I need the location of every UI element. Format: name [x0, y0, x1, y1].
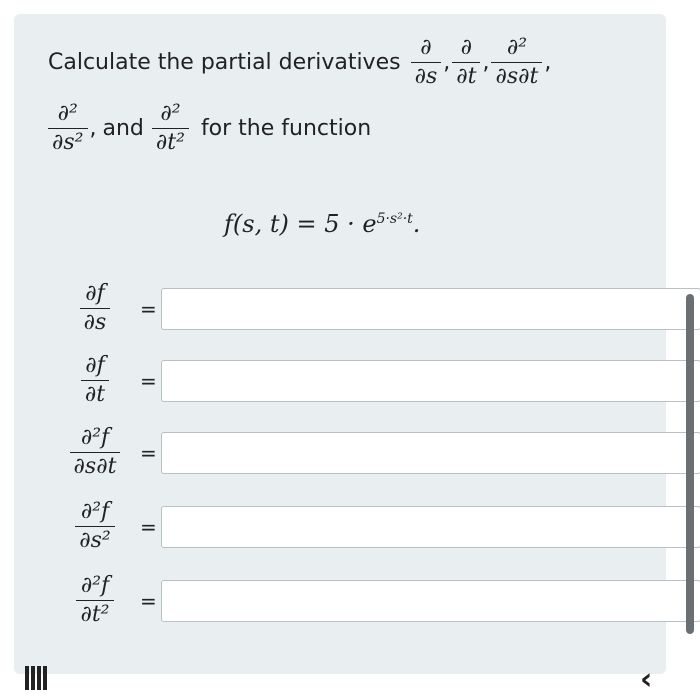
answer-label-dt2 — [54, 574, 136, 627]
answer-label-num: ∂²f — [80, 499, 110, 524]
deriv-ds2-den: ∂s² — [48, 128, 88, 155]
answer-input-dt2[interactable] — [161, 580, 700, 622]
comma: , — [89, 116, 97, 142]
formula-end: . — [412, 210, 421, 238]
answer-label-den: ∂s — [80, 308, 111, 335]
answer-label-num: ∂²f — [80, 425, 110, 450]
formula-exponent: 5·s²·t — [376, 211, 413, 227]
question-card — [14, 14, 666, 674]
menu-icon-bar — [25, 666, 29, 690]
equals-sign: = — [140, 588, 157, 613]
answer-label-den: ∂s∂t — [70, 452, 121, 479]
answer-row-ds — [54, 282, 700, 335]
comma: , — [544, 50, 552, 76]
answer-label-dt — [54, 354, 136, 407]
deriv-dt2-num: ∂² — [160, 101, 181, 126]
answer-input-dsdt[interactable] — [161, 432, 700, 474]
answer-input-ds[interactable] — [161, 288, 700, 330]
answer-label-ds2 — [54, 500, 136, 553]
scrollbar[interactable] — [686, 294, 694, 634]
answer-label-dsdt — [54, 426, 136, 479]
answer-input-ds2[interactable] — [161, 506, 700, 548]
answer-row-dt — [54, 354, 700, 407]
deriv-dsdt-den: ∂s∂t — [491, 62, 542, 89]
answer-label-num: ∂f — [85, 353, 105, 378]
chevron-left-icon[interactable]: ‹ — [640, 662, 653, 697]
comma: , — [482, 50, 490, 76]
menu-icon-bar — [43, 666, 47, 690]
equals-sign: = — [140, 440, 157, 465]
menu-icon-bar — [37, 666, 41, 690]
deriv-dt-num: ∂ — [460, 35, 473, 60]
comma: , — [443, 50, 451, 76]
deriv-ds — [411, 36, 442, 89]
equals-sign: = — [140, 296, 157, 321]
function-formula — [224, 210, 420, 238]
and-text: and — [102, 116, 144, 142]
equals-sign: = — [140, 368, 157, 393]
problem-statement-line1 — [48, 36, 553, 89]
deriv-dt-den: ∂t — [452, 62, 480, 89]
deriv-dsdt — [491, 36, 542, 89]
answer-label-num: ∂f — [85, 281, 105, 306]
intro-text: Calculate the partial derivatives — [48, 50, 401, 76]
deriv-ds2-num: ∂² — [57, 101, 78, 126]
deriv-ds-den: ∂s — [411, 62, 442, 89]
menu-icon[interactable] — [25, 666, 47, 690]
deriv-dsdt-num: ∂² — [506, 35, 528, 60]
deriv-ds2 — [48, 102, 88, 155]
menu-icon-bar — [31, 666, 35, 690]
answer-row-ds2 — [54, 500, 700, 553]
deriv-dt — [452, 36, 480, 89]
answer-label-den: ∂s² — [75, 526, 115, 553]
answer-row-dsdt — [54, 426, 700, 479]
deriv-ds-num: ∂ — [420, 35, 432, 60]
answer-input-dt[interactable] — [161, 360, 700, 402]
deriv-dt2-den: ∂t² — [152, 128, 189, 155]
problem-statement-line2 — [48, 102, 371, 155]
equals-sign: = — [140, 514, 157, 539]
answer-label-num: ∂²f — [80, 573, 110, 598]
answer-label-den: ∂t² — [76, 600, 113, 627]
answer-label-ds — [54, 282, 136, 335]
answer-row-dt2 — [54, 574, 700, 627]
deriv-dt2 — [152, 102, 189, 155]
answer-label-den: ∂t — [81, 380, 109, 407]
for-function-text: for the function — [200, 116, 372, 142]
formula-lhs: f(s, t) = 5 · e — [224, 210, 377, 238]
